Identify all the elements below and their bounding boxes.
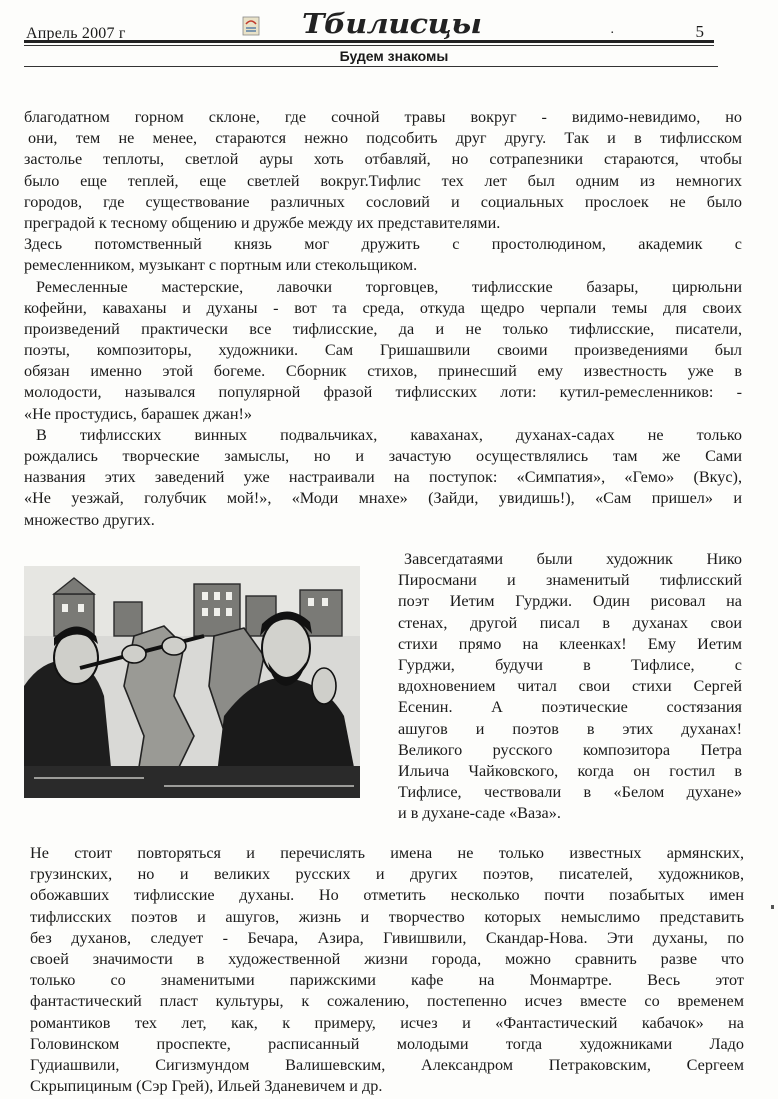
text-line: Ремесленные мастерские, лавочки торговцев, тифлисские базары, цирюльни bbox=[36, 277, 742, 296]
text-line: Великого русского композитора Петра bbox=[398, 740, 742, 759]
article-block-bottom bbox=[30, 843, 744, 1097]
article-block-top bbox=[24, 107, 742, 531]
text-line: тифлисских поэтов и ашугов, жизнь и творчество которых немыслимо представить bbox=[30, 907, 744, 926]
text-line: вдохновением читал свои стихи Сергей bbox=[398, 677, 742, 696]
text-line: Есенин. А поэтические состязания bbox=[398, 698, 742, 717]
text-line: романтиков тех лет, как, к примеру, исчез и «Фантастический кабачок» на bbox=[30, 1013, 744, 1032]
text-line: В тифлисских винных подвальчиках, каваханах, духанах-садах не только bbox=[36, 425, 742, 444]
text-line: было еще теплей, еще светлей вокруг.Тифлис тех лет был одним из немногих bbox=[24, 171, 742, 190]
page-number: 5 bbox=[695, 22, 704, 41]
text-line: Гудиашвили, Сигизмундом Валишевским, Александром Петраковским, Сергеем bbox=[30, 1055, 744, 1074]
text-line: поэты, композиторы, художники. Сам Гришашвили своими произведениями был bbox=[24, 341, 742, 360]
text-line: множество других. bbox=[24, 510, 155, 529]
text-line: «Не уезжай, голубчик мой!», «Моди мнахе» (Зайди, увидишь!), «Сам пришел» и bbox=[24, 489, 742, 508]
text-line: застолье теплоты, светлой ауры хоть отбавляй, но сотрапезники стараются, чтобы bbox=[24, 150, 742, 169]
scan-speck bbox=[771, 905, 774, 909]
text-line: Пиросмани и знаменитый тифлисский bbox=[398, 571, 742, 590]
text-line: Гурджи, будучи в Тифлисе, с bbox=[398, 655, 742, 674]
text-line: грузинских, но и великих русских и других поэтов, писателей, художников, bbox=[30, 865, 744, 884]
text-line: городов, где существование различных сословий и социальных прослоек не было bbox=[24, 192, 742, 211]
text-line: ремесленником, музыкант с портным или стекольщиком. bbox=[24, 256, 418, 275]
illustration-duhan bbox=[24, 566, 360, 798]
text-line: благодатном горном склоне, где сочной травы вокруг - видимо-невидимо, но bbox=[24, 108, 742, 126]
text-line: ашугов и поэтов в этих духанах! bbox=[398, 719, 742, 738]
text-line: они, тем не менее, стараются нежно подсобить друг другу. Так и в тифлисском bbox=[28, 129, 742, 148]
text-line: без духанов, следует - Бечара, Азира, Гивишвили, Скандар-Нова. Эти духаны, по bbox=[30, 928, 744, 947]
text-line: и в духане-саде «Ваза». bbox=[398, 804, 561, 823]
text-line: Головинском проспекте, расписанный молодыми тогда художниками Ладо bbox=[30, 1034, 744, 1053]
text-line: своей значимости в художественной жизни города, можно сравнить разве что bbox=[30, 949, 744, 968]
text-line: только со знаменитыми парижскими кафе на Монмартре. Весь этот bbox=[30, 971, 744, 990]
text-line: поэт Иетим Гурджи. Один рисовал на bbox=[398, 592, 742, 611]
article-block-side bbox=[398, 549, 742, 824]
text-line: обожавших тифлисские духаны. Но отметить несколько почти позабытых имен bbox=[30, 886, 744, 905]
section-rule bbox=[24, 66, 718, 67]
text-line: молодости, назывался популярной фразой тифлисских лоти: кутил-ремесленников: - bbox=[24, 383, 742, 402]
text-line: обязан именно этой богеме. Сборник стихов, принесший ему известность уже в bbox=[24, 362, 742, 381]
text-line: названия этих заведений уже настраивали на поступок: «Симпатия», «Гемо» (Вкус), bbox=[24, 468, 742, 487]
text-line: стихи прямо на клеенках! Ему Иетим bbox=[398, 634, 742, 653]
text-line: Здесь потомственный князь мог дружить с простолюдином, академик с bbox=[24, 235, 742, 254]
text-line: стенах, другой писал в духанах свои bbox=[398, 613, 742, 632]
header-rule-thick bbox=[24, 40, 714, 43]
text-line: Ильича Чайковского, когда он гостил в bbox=[398, 761, 742, 780]
text-line: кофейни, каваханы и духаны - вот та среда, откуда щедро черпали темы для своих bbox=[24, 298, 742, 317]
section-title: Будем знакомы bbox=[339, 48, 449, 64]
header-rule-thin bbox=[24, 45, 714, 46]
woodcut-illustration bbox=[24, 566, 360, 798]
text-line: Скрыпициным (Сэр Грей), Ильей Зданевичем и др. bbox=[30, 1077, 383, 1096]
text-line: преградой к тесному общению и дружбе между их представителями. bbox=[24, 213, 501, 232]
separator-dot: . bbox=[610, 22, 614, 37]
text-line: Завсегдатаями были художник Нико bbox=[404, 550, 742, 568]
issue-date: Апрель 2007 г bbox=[26, 25, 126, 42]
text-line: «Не простудись, барашек джан!» bbox=[24, 404, 252, 423]
text-line: произведений практически все тифлисские, да и не только тифлисские, писатели, bbox=[24, 319, 742, 338]
text-line: Тифлисе, чествовали в «Белом духане» bbox=[398, 783, 742, 802]
emblem-icon bbox=[242, 16, 260, 36]
text-line: рождались творческие замыслы, но и зачастую осуществлялись там же Сами bbox=[24, 447, 742, 465]
text-line: Не стоит повторяться и перечислять имена не только известных армянских, bbox=[30, 844, 744, 862]
newspaper-logo: Тбилисцы bbox=[302, 9, 482, 40]
text-line: фантастический пласт культуры, к сожалению, постепенно исчез вместе со временем bbox=[30, 992, 744, 1011]
